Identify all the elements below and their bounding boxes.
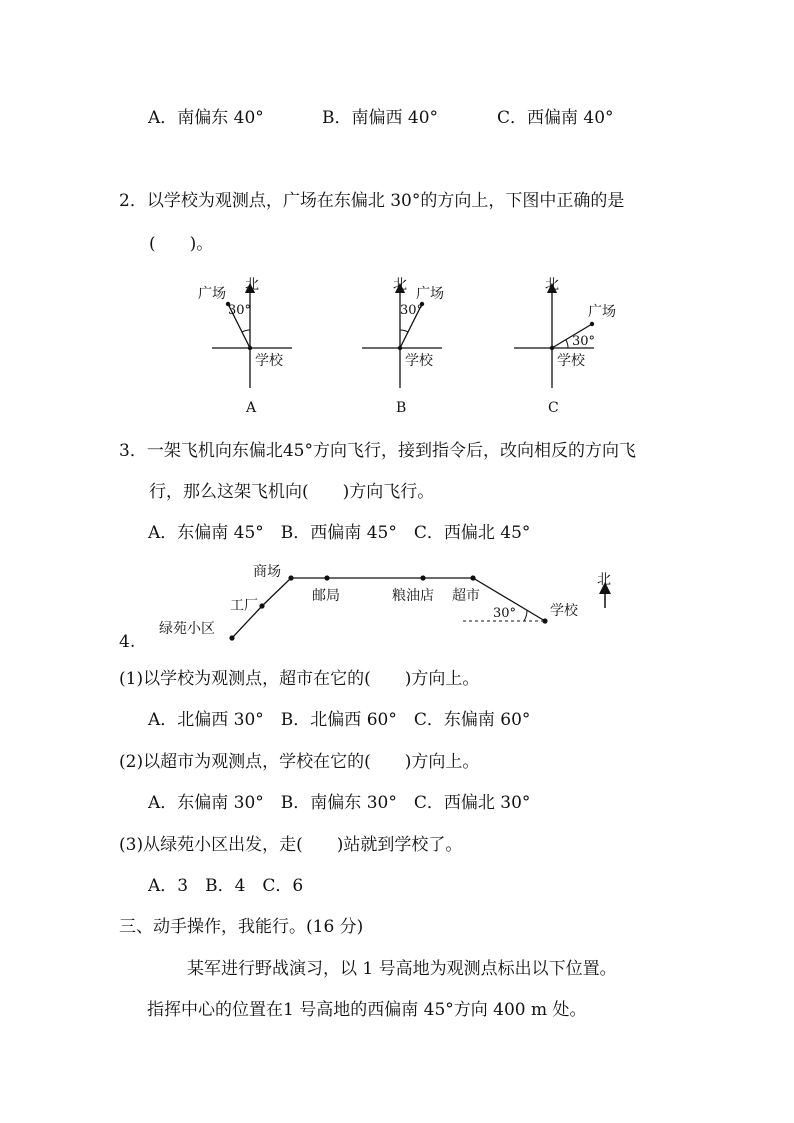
- q4-sub3-options: A．3 B．4 C．6: [148, 876, 304, 896]
- map-angle-label: 30°: [493, 606, 517, 621]
- q4-sub3: (3)从绿苑小区出发，走( )站就到学校了。: [119, 835, 463, 855]
- diagram-b-north-label: 北: [393, 277, 407, 293]
- section3-heading: 三、动手操作，我能行。(16 分): [119, 917, 364, 937]
- diagram-a: [198, 277, 292, 416]
- q1-option-b: B．南偏西 40°: [322, 108, 439, 128]
- section3-paragraph2: 指挥中心的位置在1 号高地的西偏南 45°方向 400 m 处。: [147, 1000, 587, 1020]
- q4-sub2: (2)以超市为观测点，学校在它的( )方向上。: [119, 752, 480, 772]
- q2-direction-diagrams: [0, 270, 794, 420]
- map-place-school: 学校: [550, 603, 578, 619]
- map-place-mall: 商场: [253, 564, 281, 580]
- section3-paragraph1: 某军进行野战演习，以 1 号高地为观测点标出以下位置。: [187, 959, 617, 979]
- q3-options: A．东偏南 45° B．西偏南 45° C．西偏北 45°: [148, 523, 531, 543]
- map-place-factory: 工厂: [230, 598, 258, 614]
- q3-question-line1: 3．一架飞机向东偏北45°方向飞行，接到指令后，改向相反的方向飞: [119, 441, 636, 461]
- q2-answer-paren: ( )。: [149, 234, 214, 254]
- diagram-c-angle-label: 30°: [572, 334, 596, 349]
- map-place-supermarket: 超市: [452, 588, 480, 604]
- q3-question-line2: 行，那么这架飞机向( )方向飞行。: [149, 482, 435, 502]
- q4-sub1: (1)以学校为观测点，超市在它的( )方向上。: [119, 669, 480, 689]
- diagram-a-north-label: 北: [245, 277, 259, 293]
- q2-question: 2．以学校为观测点，广场在东偏北 30°的方向上，下图中正确的是: [119, 191, 625, 211]
- diagram-c-letter: C: [548, 400, 559, 416]
- diagram-c-square-label: 广场: [588, 304, 616, 320]
- q1-option-c: C．西偏南 40°: [497, 108, 614, 128]
- q4-sub2-options: A．东偏南 30° B．南偏东 30° C．西偏北 30°: [148, 793, 531, 813]
- diagram-c: [514, 277, 616, 416]
- diagram-b-square-label: 广场: [416, 286, 444, 302]
- q4-number: 4.: [119, 632, 136, 652]
- diagram-a-square-label: 广场: [198, 286, 226, 302]
- q1-option-a: A．南偏东 40°: [148, 108, 264, 128]
- map-north-label: 北: [597, 572, 611, 588]
- diagram-b-angle-label: 30°: [400, 303, 424, 318]
- diagram-b-letter: B: [396, 400, 407, 416]
- diagram-a-letter: A: [246, 400, 257, 416]
- map-place-grain-shop: 粮油店: [392, 588, 434, 604]
- diagram-a-school-label: 学校: [255, 353, 283, 369]
- q4-sub1-options: A．北偏西 30° B．北偏西 60° C．东偏南 60°: [148, 710, 531, 730]
- diagram-c-school-label: 学校: [557, 353, 585, 369]
- map-place-post-office: 邮局: [312, 588, 340, 604]
- diagram-b: [362, 277, 444, 416]
- diagram-c-north-label: 北: [545, 277, 559, 293]
- diagram-a-angle-label: 30°: [228, 303, 252, 318]
- map-place-lvyuan: 绿苑小区: [159, 621, 215, 637]
- diagram-b-school-label: 学校: [405, 353, 433, 369]
